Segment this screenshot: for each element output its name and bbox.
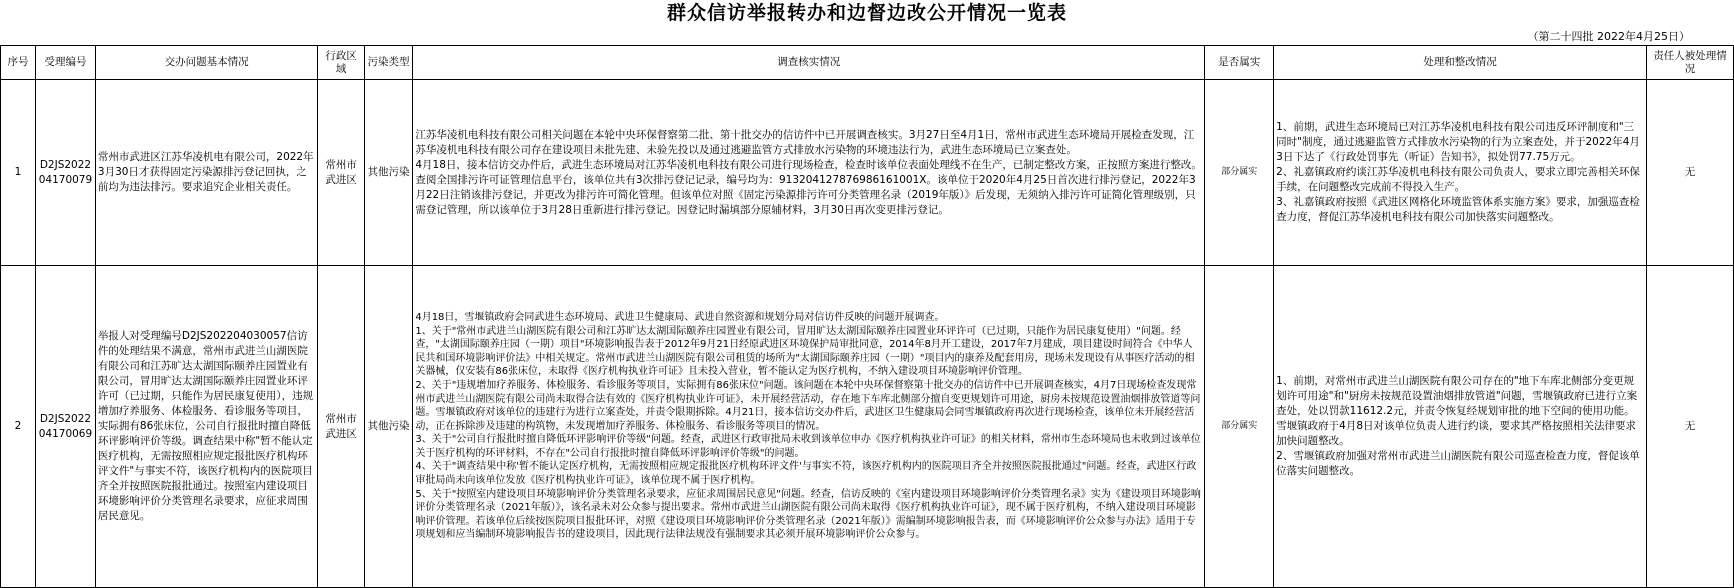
batch-date: （第二十四批 2022年4月25日）: [1527, 30, 1690, 43]
investigation-paragraph: 5、关于"按照室内建设项目环境影响评价分类管理名录要求，应征求周围居民意见"问题。经查，信访反映的《室内建设项目环境影响评价分类管理名录》实为《建设项目环境影响评价分类管理名录（2021年版）》，该名录未对公众参与提出要求。常州市武进兰山湖医院有限公司尚未取得《医疗机构执业许可证》，现不属于医疗机构，不纳入建设项目环境影响评价管理。若该单位后续按医院项目报批环评，对照《建设项目环境影响评价分类管理名录（2021年版）》需编制环境影响报告表，而《环境影响评价公众参与办法》适用于专项规划和应当编制环境影响报告书的建设项目，因此现行法律法规没有强制要求其必须开展环境影响评价公众参与。: [415, 488, 1201, 541]
row-investigation: [413, 80, 1205, 266]
investigation-paragraph: 江苏华凌机电科技有限公司相关问题在本轮中央环保督察第二批、第十批交办的信访件中已开展调查核实。3月27日至4月1日，常州市武进生态环境局开展检查发现，江苏华凌机电科技有限公司存在建设项目未批先建、未验先投以及通过逃避监管方式排放水污染物的环境违法行为，武进生态环境局已立案查处。: [415, 128, 1195, 156]
header-accountability: 责任人被处理情况: [1646, 46, 1733, 80]
disclosure-table: [0, 45, 1734, 588]
handling-paragraph: 2、雪堰镇政府加强对常州市武进兰山湖医院有限公司巡查检查力度，督促该单位落实问题整改。: [1276, 450, 1640, 477]
header-district: 行政区域: [318, 46, 364, 80]
header-pollution: 污染类型: [364, 46, 413, 80]
row-handling: [1274, 80, 1647, 266]
row-investigation: [413, 266, 1205, 588]
investigation-paragraph: 1、关于"常州市武进兰山湖医院有限公司和江苏旷达太湖国际颐养庄园置业有限公司，冒用旷达太湖国际颐养庄园置业环评许可（已过期，只能作为居民康复使用）"问题。经查，"太湖国际颐养庄园（一期）项目"环境影响报告表于2012年9月21日经原武进区环境保护局审批同意，2014年8月开工建设，2017年7月建成，项目建设时间符合《中华人民共和国环境影响评价法》中相关规定。常州市武进兰山湖医院有限公司租赁的场所为"太湖国际颐养庄园（一期）"项目内的康养及配套用房，现场未发现设有从事医疗活动的相关器械，仅安装有86张床位，未取得《医疗机构执业许可证》且未投入营业，暂不能认定为医疗机构，不纳入建设项目环境影响评价管理。: [415, 325, 1195, 378]
row-issue: 举报人对受理编号D2JS202204030057信访件的处理结果不满意，常州市武进兰山湖医院有限公司和江苏旷达太湖国际颐养庄园置业有限公司，冒用旷达太湖国际颐养庄园置业环评许可（已过期，只能作为居民康复使用），违规增加疗养服务、体检服务、看诊服务等项目，实际拥有86张床位，公司自行报批时擅自降低环评影响评价等级。调查结果中称"暂不能认定医疗机构，无需按照相应规定报批医疗机构环评文件"与事实不符，该医疗机构内的医院项目齐全并按照医院报批通过。按照室内建设项目环境影响评价分类管理名录要求，应征求周围居民意见。: [95, 266, 318, 588]
row-district: 常州市武进区: [318, 266, 364, 588]
row-accountability: 无: [1646, 80, 1733, 266]
handling-paragraph: 2、礼嘉镇政府约谈江苏华凌机电科技有限公司负责人，要求立即完善相关环保手续，在问题整改完成前不得投入生产。: [1276, 166, 1640, 193]
header-seq: 序号: [1, 46, 36, 80]
investigation-paragraph: 4月18日，接本信访交办件后，武进生态环境局对江苏华凌机电科技有限公司进行现场检查，检查时该单位表面处理线不在生产，已制定整改方案，正按照方案进行整改。查阅全国排污许可证管理信息平台，该单位共有3次排污登记记录，编号均为：913204127876986161001X。该单位于2020年4月25日首次进行排污登记，2022年3月22日注销该排污登记，并更改为排污许可简化管理。但该单位对照《固定污染源排污许可分类管理名录（2019年版）》后发现，无须纳入排污许可证简化管理级别，只需登记管理，所以该单位于3月28日重新进行排污登记。因登记时漏填部分原辅材料，3月30日再次变更排污登记。: [415, 158, 1202, 216]
row-accountability: 无: [1646, 266, 1733, 588]
investigation-paragraph: 3、关于"公司自行报批时擅自降低环评影响评价等级"问题。经查，武进区行政审批局未收到该单位申办《医疗机构执业许可证》的相关材料，常州市生态环境局也未收到过该单位关于医疗机构的环评材料，不存在"公司自行报批时擅自降低环评影响评价等级"的问题。: [415, 434, 1201, 459]
header-row: [1, 46, 1734, 80]
handling-paragraph: 1、前期，对常州市武进兰山湖医院有限公司存在的"地下车库北侧部分变更规划许可用途"和"厨房未按规范设置油烟排放管道"问题，雪堰镇政府已进行立案查处，处以罚款11612.2元，并责令恢复经规划审批的地下空间的使用功能。雪堰镇政府于4月8日对该单位负责人进行约谈，要求其严格按照相关法律要求加快问题整改。: [1276, 375, 1638, 447]
header-investigation: 调查核实情况: [413, 46, 1205, 80]
row-seq: 1: [1, 80, 36, 266]
header-issue: 交办问题基本情况: [95, 46, 318, 80]
row-id: D2JS2022 04170069: [36, 266, 96, 588]
header-verified: 是否属实: [1205, 46, 1274, 80]
row-pollution: 其他污染: [364, 266, 413, 588]
investigation-paragraph: 2、关于"违规增加疗养服务、体检服务、看诊服务等项目，实际拥有86张床位"问题。该问题在本轮中央环保督察第十批交办的信访件中已开展调查核实，4月7日现场检查发现常州市武进兰山湖医院有限公司尚未取得合法有效的《医疗机构执业许可证》，未开展经营活动，存在地下车库北侧部分擅自变更规划许可用途，厨房未按规范设置油烟排放管道等问题。雪堰镇政府对该单位的违建行为进行立案查处，并责令限期拆除。4月21日，接本信访交办件后，武进区卫生健康局会同雪堰镇政府再次进行现场检查，该单位未开展经营活动，正在拆除涉及违建的构筑物，未发现增加疗养服务、体检服务、看诊服务等项目的情况。: [415, 379, 1201, 432]
page-title: 群众信访举报转办和边督边改公开情况一览表: [666, 2, 1067, 24]
table-row: [1, 266, 1734, 588]
row-handling: [1274, 266, 1647, 588]
row-pollution: 其他污染: [364, 80, 413, 266]
header-handling: 处理和整改情况: [1274, 46, 1647, 80]
row-seq: 2: [1, 266, 36, 588]
handling-paragraph: 3、礼嘉镇政府按照《武进区网格化环境监管体系实施方案》要求，加强巡查检查力度，督促江苏华凌机电科技有限公司加快落实问题整改。: [1276, 196, 1640, 223]
row-verified: 部分属实: [1205, 266, 1274, 588]
row-district: 常州市武进区: [318, 80, 364, 266]
table-row: [1, 80, 1734, 266]
row-id: D2JS2022 04170079: [36, 80, 96, 266]
handling-paragraph: 1、前期，武进生态环境局已对江苏华凌机电科技有限公司违反环评制度和"三同时"制度，通过逃避监管方式排放水污染物的行为立案查处，并于2022年4月3日下达了《行政处罚事先（听证）告知书》，拟处罚77.75万元。: [1276, 121, 1640, 163]
row-verified: 部分属实: [1205, 80, 1274, 266]
row-issue: 常州市武进区江苏华凌机电有限公司，2022年3月30日才获得固定污染源排污登记回执，之前均为违法排污。要求追究企业相关责任。: [95, 80, 318, 266]
header-id: 受理编号: [36, 46, 96, 80]
investigation-paragraph: 4月18日，雪堰镇政府会同武进生态环境局、武进卫生健康局、武进自然资源和规划分局对信访件反映的问题开展调查。: [415, 311, 945, 323]
investigation-paragraph: 4、关于"调查结果中称'暂不能认定医疗机构，无需按照相应规定报批医疗机构环评文件'与事实不符，该医疗机构内的医院项目齐全并按照医院报批通过"问题。经查，武进区行政审批局尚未向该单位发放《医疗机构执业许可证》，该单位现不属于医疗机构。: [415, 461, 1197, 487]
